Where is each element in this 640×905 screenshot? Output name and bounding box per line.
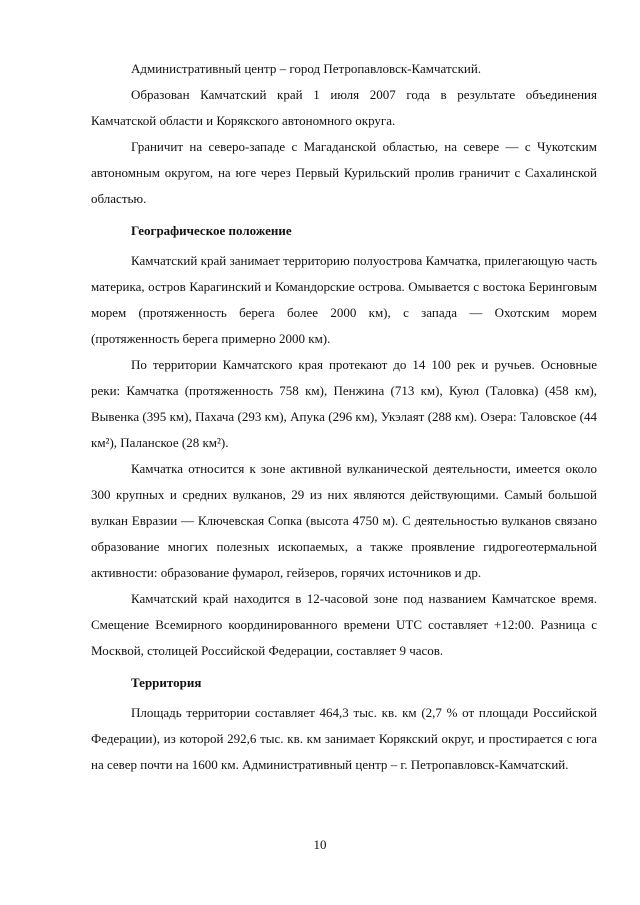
heading-territory: Территория: [131, 675, 202, 690]
paragraph-area: Площадь территории составляет 464,3 тыс. кв. км (2,7 % от площади Российской Федерации), из которой 292,6 тыс. кв. км занимает Корякский округ, и простирается с юга на север почти на 1600 км. Административный центр – г. Петропавловск-Камчатский.: [91, 705, 597, 772]
paragraph-territory-location: Камчатский край занимает территорию полуострова Камчатка, прилегающую часть материка, остров Карагинский и Командорские острова. Омывается с востока Беринговым морем (протяженность берега более 2000 км), с запада — Охотским морем (протяженность берега примерно 2000 км).: [91, 253, 597, 346]
paragraph-rivers: По территории Камчатского края протекают до 14 100 рек и ручьев. Основные реки: Камчатка (протяженность 758 км), Пенжина (713 км), Куюл (Таловка) (458 км), Вывенка (395 км), Пахача (293 км), Апука (296 км), Укэлаят (288 км). Озера: Таловское (44 км²), Паланское (28 км²).: [91, 357, 597, 450]
paragraph-formation: Образован Камчатский край 1 июля 2007 года в результате объединения Камчатской области и Корякского автономного округа.: [91, 87, 597, 128]
paragraph-volcanoes: Камчатка относится к зоне активной вулканической деятельности, имеется около 300 крупных и средних вулканов, 29 из них являются действующими. Самый большой вулкан Евразии — Ключевская Сопка (высота 4750 м). С деятельностью вулканов связано образование многих полезных ископаемых, а также проявление гидрогеотермальной активности: образование фумарол, гейзеров, горячих источников и др.: [91, 461, 597, 580]
page-number: 10: [313, 837, 327, 852]
paragraph-admin-center: Административный центр – город Петропавловск-Камчатский.: [131, 61, 482, 76]
document-page: [91, 56, 597, 778]
paragraph-borders: Граничит на северо-западе с Магаданской областью, на севере — с Чукотским автономным округом, на юге через Первый Курильский пролив граничит с Сахалинской областью.: [91, 139, 597, 206]
paragraph-time-zone: Камчатский край находится в 12-часовой зоне под названием Камчатское время. Смещение Всемирного координированного времени UTC составляет +12:00. Разница с Москвой, столицей Российской Федерации, составляет 9 часов.: [91, 591, 597, 658]
heading-geography: Географическое положение: [131, 223, 292, 238]
